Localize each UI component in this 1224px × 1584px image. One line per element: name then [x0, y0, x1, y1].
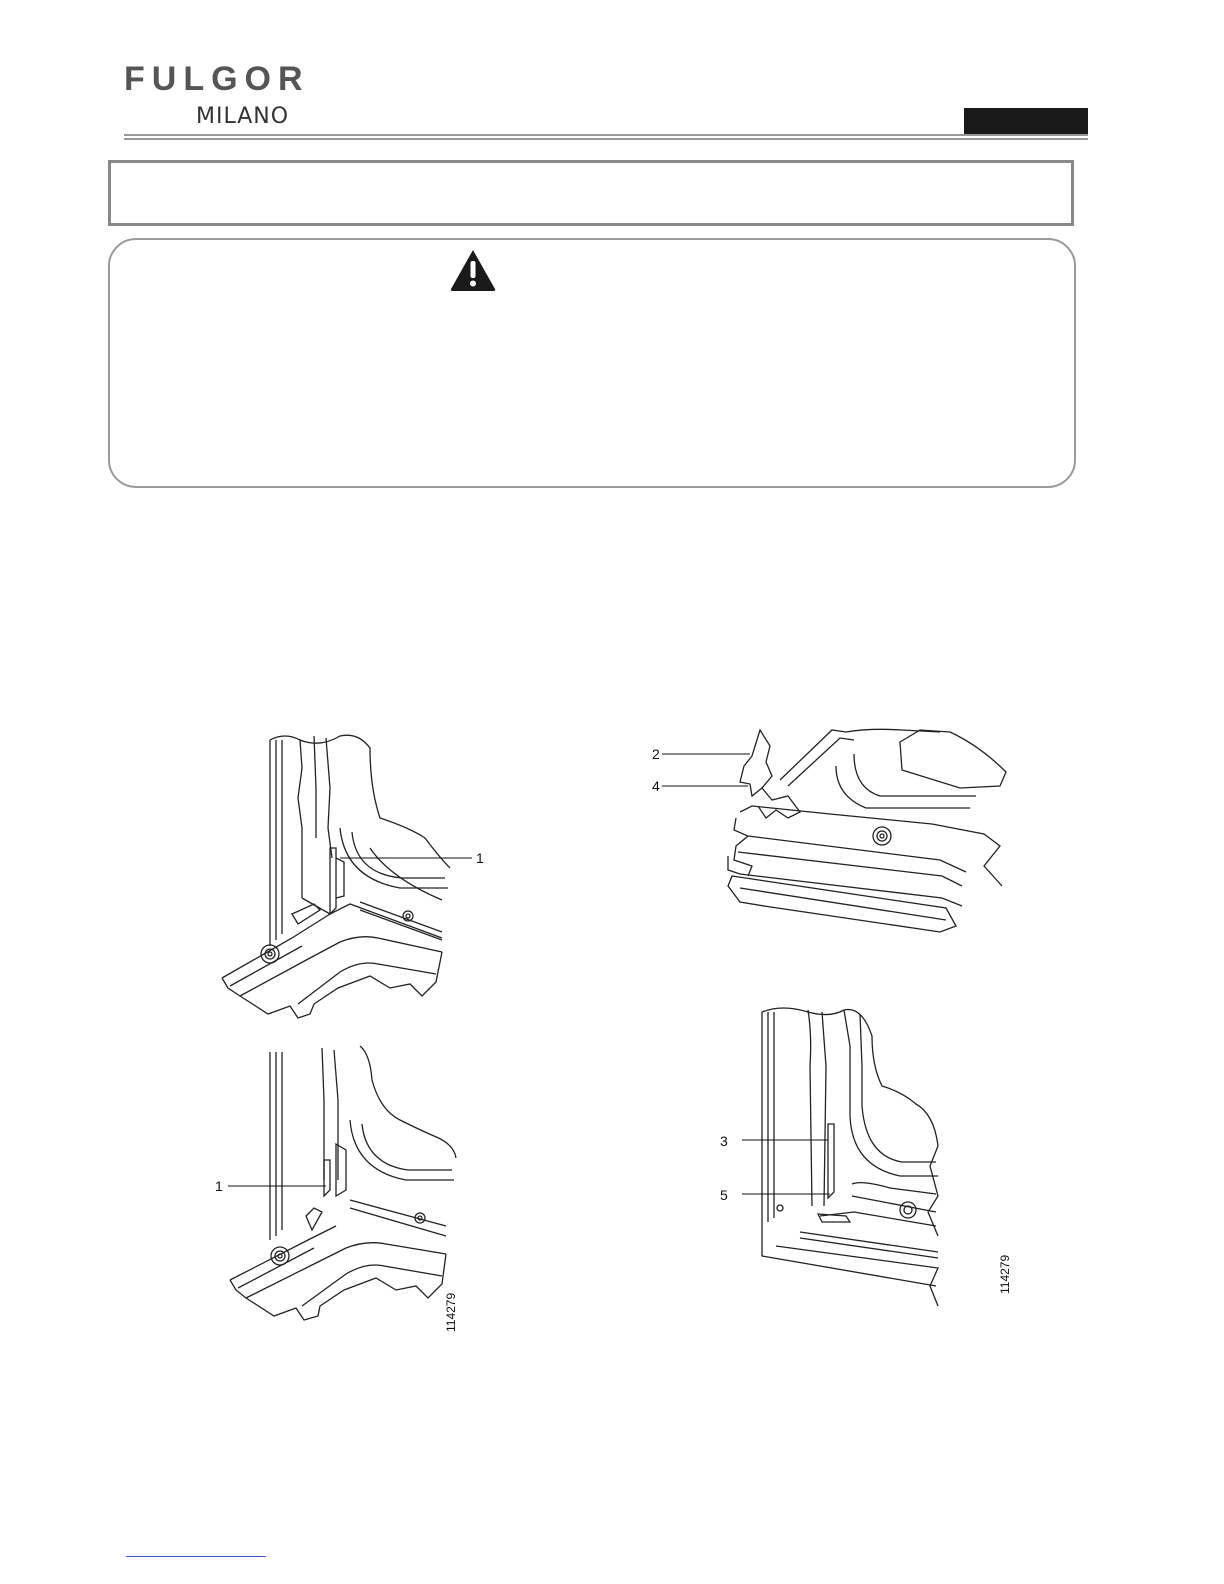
figure-hinge-right-bottom — [712, 1006, 1032, 1306]
callout-2: 2 — [652, 746, 660, 762]
section-title-box — [108, 160, 1074, 226]
header-divider — [124, 134, 1088, 140]
callout-4: 4 — [652, 778, 660, 794]
callout-1-bottom: 1 — [215, 1178, 223, 1194]
header-section-tab — [964, 108, 1088, 134]
warning-triangle-icon — [449, 248, 497, 292]
brand-logo-milano: MILANO — [196, 104, 290, 129]
callout-5: 5 — [720, 1187, 728, 1203]
figure-hinge-left-bottom — [210, 1040, 470, 1340]
callout-1-top: 1 — [476, 850, 484, 866]
figure-code-left: 114279 — [444, 1292, 458, 1332]
figure-hinge-left-top — [210, 728, 500, 1028]
callout-3: 3 — [720, 1133, 728, 1149]
footer-link[interactable] — [126, 1556, 266, 1557]
warning-box — [108, 238, 1076, 488]
brand-logo-fulgor: FULGOR — [124, 60, 310, 98]
figure-hinge-right-top — [640, 726, 1020, 942]
figure-code-right: 114279 — [998, 1254, 1012, 1294]
